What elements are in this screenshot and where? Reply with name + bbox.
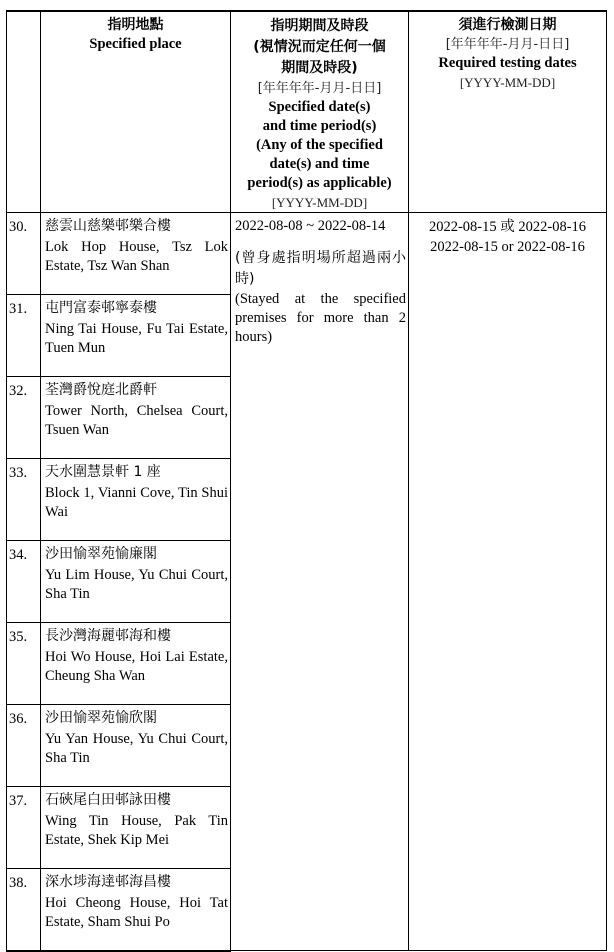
place-name-en: Ning Tai House, Fu Tai Estate, Tuen Mun (45, 321, 228, 356)
header-required-format-en: [YYYY-MM-DD] (459, 75, 556, 90)
specified-places-table (6, 10, 607, 952)
place-name-en: Block 1, Vianni Cove, Tin Shui Wai (45, 485, 228, 520)
place-cell (41, 787, 231, 869)
header-required-cell (409, 11, 607, 213)
header-place-zh: 指明地點 (107, 17, 164, 33)
required-dates-cell (409, 213, 607, 951)
header-period-format-zh: [年年年年-月月-日日] (257, 81, 382, 96)
place-name-zh: 慈雲山慈樂邨樂合樓 (45, 218, 171, 234)
header-period-format-en: [YYYY-MM-DD] (271, 195, 368, 210)
header-period-zh-line1: 指明期間及時段 (270, 18, 369, 34)
row-number: 30. (7, 213, 41, 295)
place-name-zh: 石硤尾白田邨詠田樓 (45, 792, 171, 808)
place-cell (41, 213, 231, 295)
row-number: 33. (7, 459, 41, 541)
row-number: 31. (7, 295, 41, 377)
row-number: 38. (7, 869, 41, 951)
place-name-en: Yu Lim House, Yu Chui Court, Sha Tin (45, 567, 228, 602)
place-name-zh: 長沙灣海麗邨海和樓 (45, 628, 171, 644)
place-name-zh: 沙田愉翠苑愉廉閣 (45, 546, 157, 562)
place-cell (41, 295, 231, 377)
table-row (7, 213, 607, 295)
required-dates-zh: 2022-08-15 或 2022-08-16 (428, 219, 587, 235)
row-number: 35. (7, 623, 41, 705)
period-note-en: (Stayed at the specified premises for more than 2 hours) (235, 291, 406, 345)
header-period-zh-line3: 期間及時段) (281, 60, 358, 76)
place-name-en: Yu Yan House, Yu Chui Court, Sha Tin (45, 731, 228, 766)
place-cell (41, 623, 231, 705)
header-period-en-line2: and time period(s) (262, 118, 377, 134)
place-cell (41, 705, 231, 787)
header-place-cell (41, 11, 231, 213)
header-period-en-line5: period(s) as applicable) (247, 175, 392, 191)
document-page (6, 10, 606, 944)
row-number: 36. (7, 705, 41, 787)
header-number-cell (7, 11, 41, 213)
place-name-en: Lok Hop House, Tsz Lok Estate, Tsz Wan Shan (45, 239, 228, 274)
header-required-zh: 須進行檢測日期 (458, 17, 557, 33)
header-period-zh-line2: (視情況而定任何一個 (253, 39, 386, 55)
row-number: 32. (7, 377, 41, 459)
place-name-zh: 沙田愉翠苑愉欣閣 (45, 710, 157, 726)
table-header-row (7, 11, 607, 213)
header-place-en: Specified place (89, 36, 182, 52)
place-cell (41, 459, 231, 541)
place-name-en: Wing Tin House, Pak Tin Estate, Shek Kip Mei (45, 813, 228, 848)
period-cell (231, 213, 409, 951)
place-cell (41, 377, 231, 459)
row-number: 37. (7, 787, 41, 869)
place-name-zh: 天水圍慧景軒 1 座 (45, 464, 161, 480)
required-dates-en: 2022-08-15 or 2022-08-16 (430, 239, 585, 255)
period-note-zh: (曾身處指明場所超過兩小時) (235, 250, 406, 287)
header-period-en-line3: (Any of the specified (256, 137, 383, 153)
place-name-en: Hoi Cheong House, Hoi Tat Estate, Sham Shui Po (45, 895, 228, 930)
place-cell (41, 869, 231, 951)
place-name-zh: 深水埗海達邨海昌樓 (45, 874, 171, 890)
place-name-zh: 荃灣爵悅庭北爵軒 (45, 382, 157, 398)
header-period-cell (231, 11, 409, 213)
header-period-en-line1: Specified date(s) (268, 99, 371, 115)
header-period-en-line4: date(s) and time (269, 156, 370, 172)
header-required-format-zh: [年年年年-月月-日日] (445, 37, 570, 52)
row-number: 34. (7, 541, 41, 623)
place-name-en: Tower North, Chelsea Court, Tsuen Wan (45, 403, 228, 438)
table-body (7, 213, 607, 951)
place-name-zh: 屯門富泰邨寧泰樓 (45, 300, 157, 316)
place-name-en: Hoi Wo House, Hoi Lai Estate, Cheung Sha Wan (45, 649, 228, 684)
place-cell (41, 541, 231, 623)
period-dates: 2022-08-08 ~ 2022-08-14 (235, 218, 386, 234)
header-required-en: Required testing dates (438, 55, 577, 71)
